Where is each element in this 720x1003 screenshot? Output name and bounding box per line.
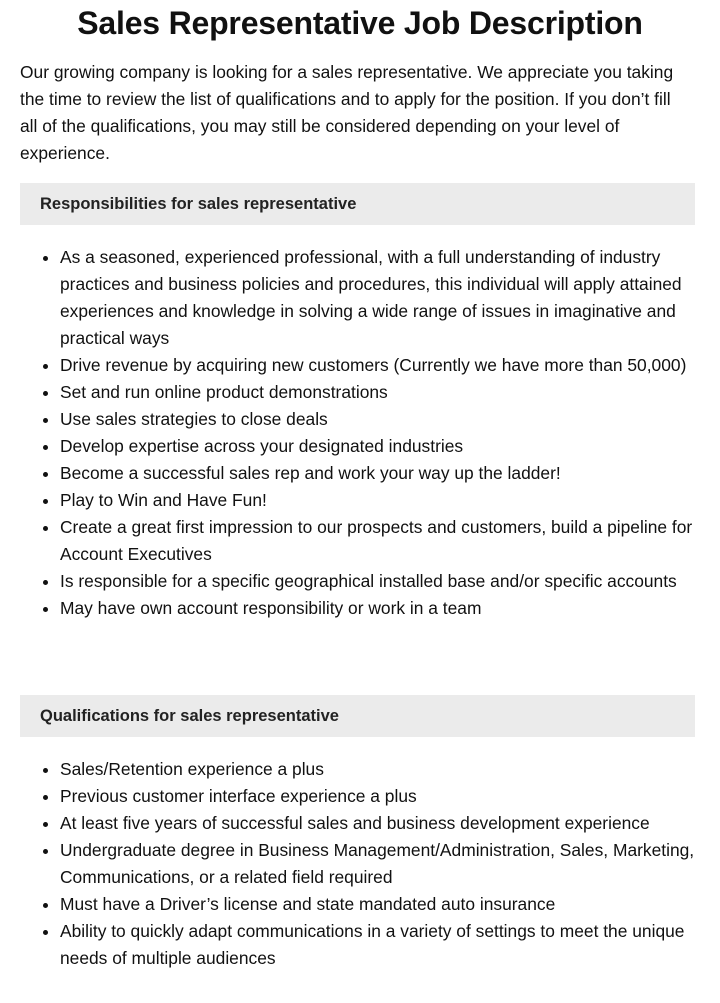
list-item: • Ability to quickly adapt communications in a variety of settings to meet the unique needs of multiple audiences	[60, 918, 720, 972]
list-item: • May have own account responsibility or work in a team	[60, 595, 720, 622]
list-item: • Develop expertise across your designated industries	[60, 433, 720, 460]
page-title: Sales Representative Job Description	[77, 5, 643, 41]
intro-paragraph: Our growing company is looking for a sales representative. We appreciate you taking the time to review the list of qualifications and to apply for the position. If you don’t fill all of the qualifications, you may still be considered depending on your level of experience.	[20, 62, 674, 163]
qualifications-heading: Qualifications for sales representative	[20, 695, 695, 737]
list-item: • Set and run online product demonstrations	[60, 379, 720, 406]
list-item: • As a seasoned, experienced professional, with a full understanding of industry practices and business policies and procedures, this individual will apply attained experiences and knowledge in solving a wide range of issues in imaginative and practical ways	[60, 244, 720, 352]
list-item: • Drive revenue by acquiring new customers (Currently we have more than 50,000)	[60, 352, 720, 379]
list-item: • Use sales strategies to close deals	[60, 406, 720, 433]
qualifications-list	[20, 756, 720, 972]
responsibilities-list	[20, 244, 720, 622]
responsibilities-heading: Responsibilities for sales representative	[20, 183, 695, 225]
list-item: • Play to Win and Have Fun!	[60, 487, 720, 514]
list-item: • Is responsible for a specific geographical installed base and/or specific accounts	[60, 568, 720, 595]
list-item: • At least five years of successful sales and business development experience	[60, 810, 720, 837]
list-item: • Previous customer interface experience a plus	[60, 783, 720, 810]
list-item: • Must have a Driver’s license and state mandated auto insurance	[60, 891, 720, 918]
list-item: • Sales/Retention experience a plus	[60, 756, 720, 783]
list-item: • Undergraduate degree in Business Management/Administration, Sales, Marketing, Communications, or a related field required	[60, 837, 720, 891]
list-item: • Create a great first impression to our prospects and customers, build a pipeline for Account Executives	[60, 514, 720, 568]
list-item: • Become a successful sales rep and work your way up the ladder!	[60, 460, 720, 487]
